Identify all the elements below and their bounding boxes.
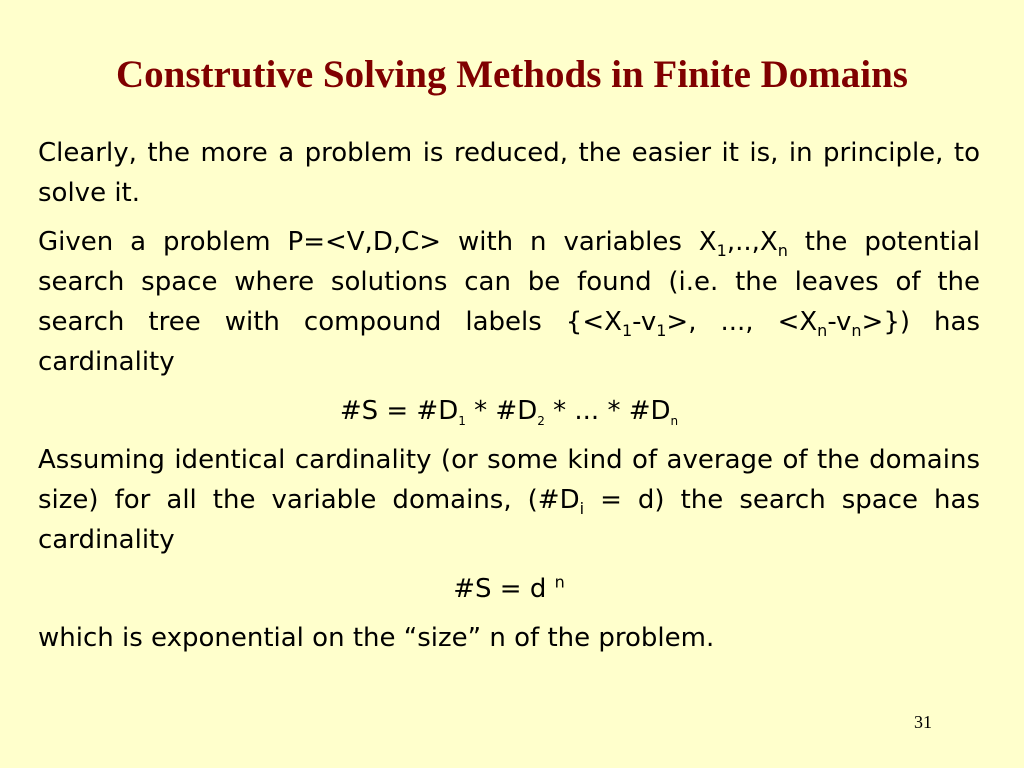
text-segment: Assuming identical cardinality (or some kind of average of the domains size) for all the variable domains, (#D [38, 445, 980, 515]
subscript: n [777, 241, 788, 261]
text-segment: = d) the search space has cardinality [38, 485, 980, 555]
formula-segment: #S = #D [339, 396, 459, 426]
paragraph-search-space [38, 222, 980, 382]
formula-segment: #S = d [453, 574, 555, 604]
page-number: 31 [914, 712, 932, 732]
formula-product-cardinality [38, 391, 980, 431]
paragraph-exponential-conclusion: which is exponential on the “size” n of the problem. [38, 623, 715, 653]
formula-segment: * #D [465, 396, 538, 426]
text-segment: >, ..., <X [666, 307, 818, 337]
subscript: 1 [716, 241, 727, 261]
subscript: 1 [458, 414, 466, 429]
subscript: i [579, 499, 585, 519]
subscript: 1 [621, 321, 633, 341]
paragraph-problem-reduction: Clearly, the more a problem is reduced, the easier it is, in principle, to solve it. [38, 138, 980, 208]
text-segment: -v [827, 307, 852, 337]
subscript: 1 [656, 321, 667, 341]
text-segment: Given a problem P=<V,D,C> with n variables X [38, 227, 717, 257]
slide-body [38, 133, 980, 667]
slide-title: Construtive Solving Methods in Finite Domains [116, 53, 908, 96]
subscript: n [670, 414, 679, 429]
text-segment: >}) has cardinality [38, 307, 980, 377]
text-segment: -v [632, 307, 657, 337]
formula-exponential-cardinality [38, 569, 980, 609]
paragraph-identical-cardinality [38, 440, 980, 560]
subscript: 2 [537, 414, 545, 429]
text-segment: the potential search space where solutions can be found (i.e. the leaves of the search tree with compound labels {<X [38, 227, 980, 337]
subscript: n [851, 321, 862, 341]
text-segment: ,..,X [726, 227, 778, 257]
superscript: n [554, 572, 565, 592]
formula-segment: * ... * #D [544, 396, 671, 426]
subscript: n [817, 321, 828, 341]
